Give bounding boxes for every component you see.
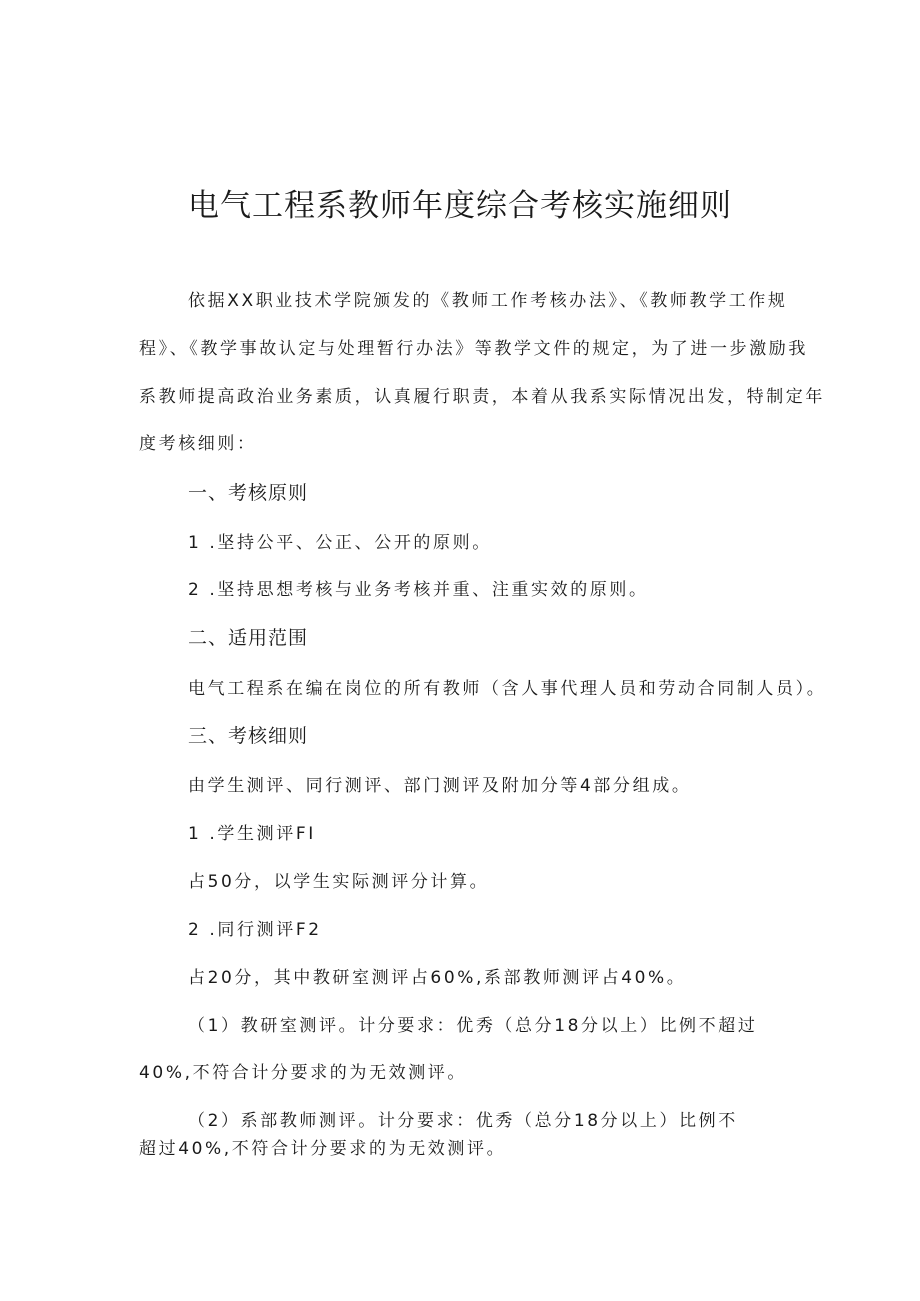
principle-item-1: 1 .坚持公平、公正、公开的原则。: [188, 533, 492, 553]
peer-evaluation-text: 占20分，其中教研室测评占60%,系部教师测评占40%。: [188, 968, 687, 988]
scope-text: 电气工程系在编在岗位的所有教师（含人事代理人员和劳动合同制人员）。: [188, 679, 827, 699]
section-heading-details: 三、考核细则: [188, 725, 309, 747]
intro-line-2: 程》、《教学事故认定与处理暂行办法》等教学文件的规定，为了进一步激励我: [139, 339, 808, 359]
department-evaluation-line-2: 超过40%,不符合计分要求的为无效测评。: [139, 1139, 507, 1159]
student-evaluation-title: 1 .学生测评FI: [188, 824, 316, 844]
intro-line-1: 依据XX职业技术学院颁发的《教师工作考核办法》、《教师教学工作规: [188, 291, 788, 311]
teaching-group-evaluation-line-2: 40%,不符合计分要求的为无效测评。: [139, 1063, 467, 1083]
department-evaluation-line-1: （2）系部教师测评。计分要求：优秀（总分18分以上）比例不: [188, 1111, 738, 1131]
peer-evaluation-title: 2 .同行测评F2: [188, 920, 322, 940]
principle-item-2: 2 .坚持思想考核与业务考核并重、注重实效的原则。: [188, 580, 649, 600]
teaching-group-evaluation-line-1: （1）教研室测评。计分要求：优秀（总分18分以上）比例不超过: [188, 1016, 758, 1036]
student-evaluation-text: 占50分，以学生实际测评分计算。: [188, 872, 490, 892]
section-heading-scope: 二、适用范围: [188, 627, 309, 649]
intro-line-3: 系教师提高政治业务素质，认真履行职责，本着从我系实际情况出发，特制定年: [139, 387, 825, 407]
intro-line-4: 度考核细则：: [139, 434, 257, 454]
section-heading-principles: 一、考核原则: [188, 482, 309, 504]
details-intro: 由学生测评、同行测评、部门测评及附加分等4部分组成。: [188, 776, 692, 796]
document-title: 电气工程系教师年度综合考核实施细则: [188, 188, 732, 224]
